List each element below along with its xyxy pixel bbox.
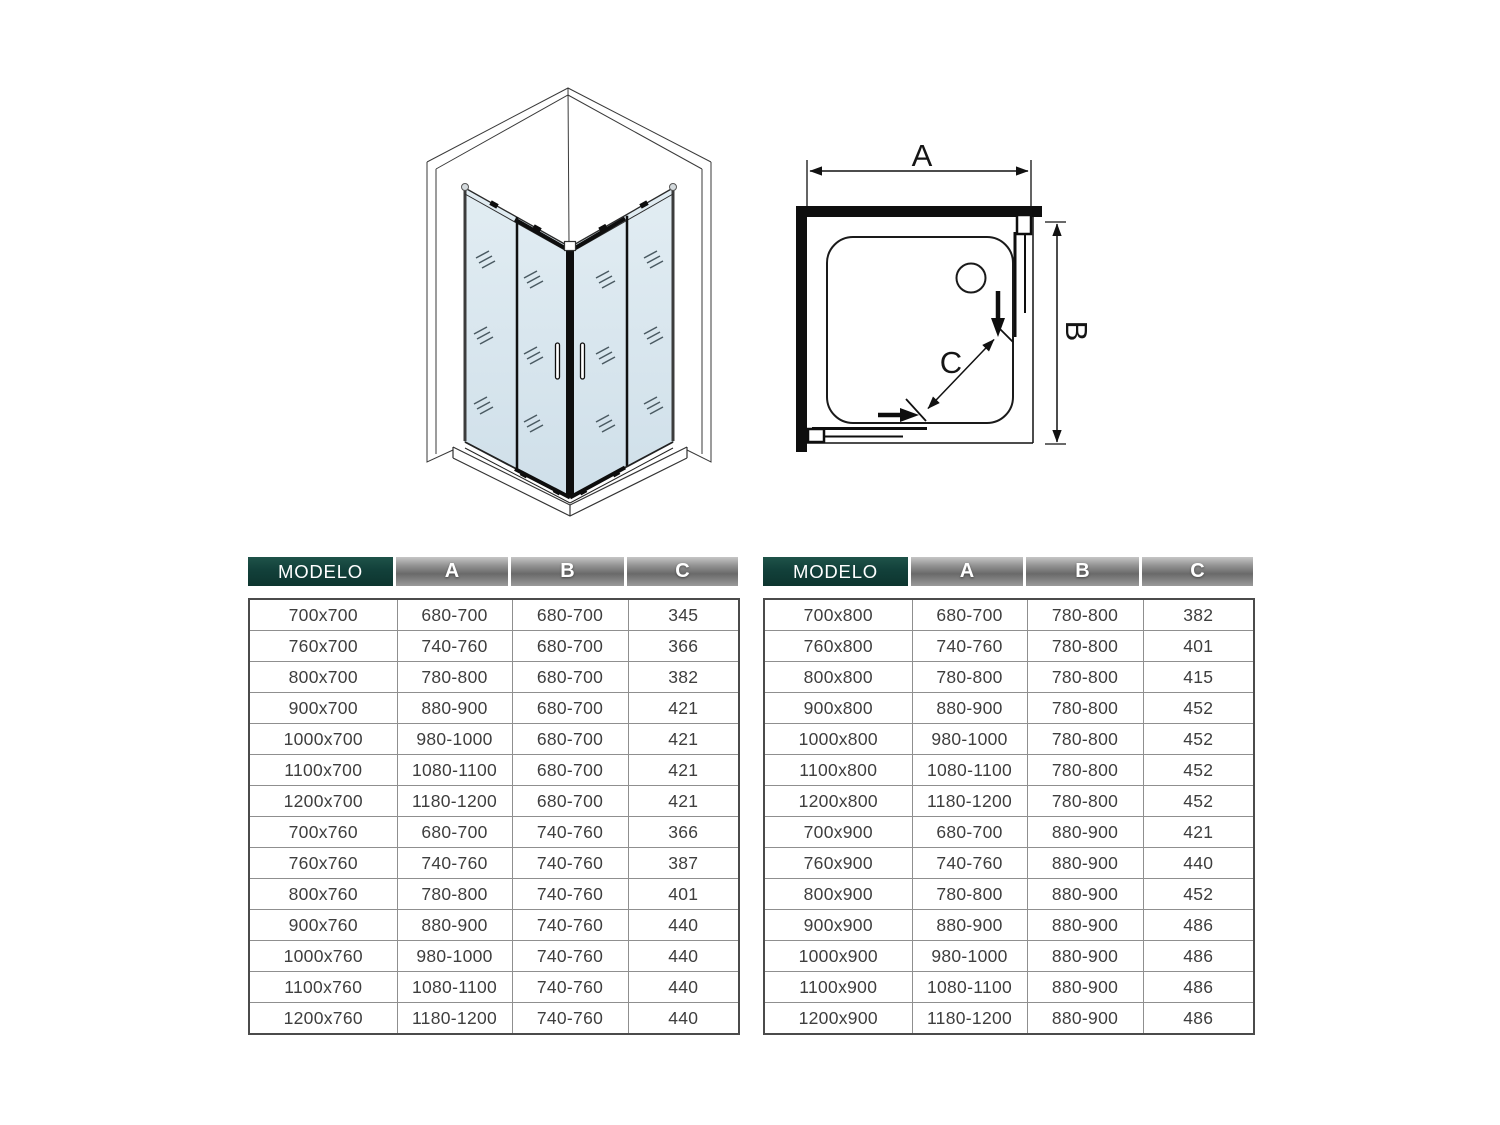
dim-a-cell: 680-700 bbox=[397, 599, 512, 631]
spec-row bbox=[249, 941, 739, 972]
dim-c-cell: 440 bbox=[1143, 848, 1254, 879]
enclosure-plan-diagram bbox=[780, 120, 1120, 480]
model-cell: 1200x700 bbox=[249, 786, 397, 817]
dim-b-cell: 780-800 bbox=[1027, 724, 1143, 755]
dim-b-cell: 740-760 bbox=[512, 972, 628, 1003]
model-cell: 700x900 bbox=[764, 817, 912, 848]
dim-b-cell: 780-800 bbox=[1027, 599, 1143, 631]
spec-row bbox=[764, 662, 1254, 693]
corner-post bbox=[566, 250, 574, 497]
column-header-b: B bbox=[511, 557, 627, 586]
column-header-a: A bbox=[396, 557, 511, 586]
dim-c-cell: 401 bbox=[1143, 631, 1254, 662]
spec-table-body bbox=[763, 598, 1255, 1035]
dim-c-label: C bbox=[939, 345, 963, 380]
dim-c-cell: 486 bbox=[1143, 1003, 1254, 1035]
dim-b-cell: 740-760 bbox=[512, 879, 628, 910]
spec-row bbox=[764, 910, 1254, 941]
dim-a-cell: 740-760 bbox=[397, 631, 512, 662]
model-cell: 1200x800 bbox=[764, 786, 912, 817]
dim-c-cell: 452 bbox=[1143, 786, 1254, 817]
door-handle-right bbox=[581, 343, 585, 379]
dim-c-cell: 421 bbox=[628, 693, 739, 724]
dim-a-cell: 1080-1100 bbox=[912, 755, 1027, 786]
dim-b-cell: 740-760 bbox=[512, 817, 628, 848]
dim-a-cell: 1080-1100 bbox=[912, 972, 1027, 1003]
spec-row bbox=[764, 724, 1254, 755]
model-cell: 1000x760 bbox=[249, 941, 397, 972]
dim-b-cell: 740-760 bbox=[512, 848, 628, 879]
spec-table-header bbox=[248, 557, 738, 586]
dim-b-cell: 880-900 bbox=[1027, 972, 1143, 1003]
corner-cap bbox=[670, 184, 677, 191]
spec-row bbox=[764, 755, 1254, 786]
model-cell: 700x760 bbox=[249, 817, 397, 848]
column-header-a: A bbox=[911, 557, 1026, 586]
model-cell: 760x800 bbox=[764, 631, 912, 662]
model-cell: 900x800 bbox=[764, 693, 912, 724]
size-table-right bbox=[763, 557, 1253, 1035]
dim-c-cell: 387 bbox=[628, 848, 739, 879]
dim-a-label: A bbox=[911, 138, 933, 173]
spec-row bbox=[249, 817, 739, 848]
dim-a-cell: 780-800 bbox=[397, 879, 512, 910]
column-header-b: B bbox=[1026, 557, 1142, 586]
dim-c-cell: 452 bbox=[1143, 755, 1254, 786]
plan-wall-profile-top bbox=[1017, 215, 1031, 234]
spec-row bbox=[764, 786, 1254, 817]
dim-c-cell: 452 bbox=[1143, 693, 1254, 724]
dim-a-cell: 980-1000 bbox=[397, 941, 512, 972]
dim-c-cell: 421 bbox=[1143, 817, 1254, 848]
dim-b-cell: 880-900 bbox=[1027, 817, 1143, 848]
model-cell: 800x900 bbox=[764, 879, 912, 910]
model-cell: 900x900 bbox=[764, 910, 912, 941]
model-cell: 800x760 bbox=[249, 879, 397, 910]
model-cell: 900x700 bbox=[249, 693, 397, 724]
model-cell: 1100x700 bbox=[249, 755, 397, 786]
corner-connector bbox=[565, 242, 576, 251]
dim-a-cell: 1180-1200 bbox=[912, 1003, 1027, 1035]
dim-a-cell: 1180-1200 bbox=[912, 786, 1027, 817]
door-handle-left bbox=[556, 343, 560, 379]
spec-row bbox=[249, 848, 739, 879]
column-header-modelo: MODELO bbox=[248, 557, 396, 586]
dim-c-cell: 401 bbox=[628, 879, 739, 910]
model-cell: 760x700 bbox=[249, 631, 397, 662]
model-cell: 1000x900 bbox=[764, 941, 912, 972]
dim-a-cell: 1180-1200 bbox=[397, 786, 512, 817]
dim-a-cell: 880-900 bbox=[912, 693, 1027, 724]
dim-b-cell: 780-800 bbox=[1027, 755, 1143, 786]
dim-b-cell: 740-760 bbox=[512, 941, 628, 972]
column-header-c: C bbox=[627, 557, 738, 586]
plan-drain-circle bbox=[957, 264, 986, 293]
dim-b-cell: 740-760 bbox=[512, 910, 628, 941]
dim-b-cell: 680-700 bbox=[512, 755, 628, 786]
dim-c-cell: 366 bbox=[628, 817, 739, 848]
dim-a-cell: 980-1000 bbox=[912, 724, 1027, 755]
dim-b-cell: 880-900 bbox=[1027, 1003, 1143, 1035]
dim-b-cell: 780-800 bbox=[1027, 693, 1143, 724]
model-cell: 1200x760 bbox=[249, 1003, 397, 1035]
spec-row bbox=[764, 1003, 1254, 1035]
dim-c-cell: 440 bbox=[628, 941, 739, 972]
column-header-modelo: MODELO bbox=[763, 557, 911, 586]
spec-row bbox=[764, 693, 1254, 724]
dim-c-cell: 415 bbox=[1143, 662, 1254, 693]
spec-row bbox=[764, 848, 1254, 879]
dim-b-cell: 680-700 bbox=[512, 786, 628, 817]
dim-a-cell: 1180-1200 bbox=[397, 1003, 512, 1035]
dim-b-cell: 880-900 bbox=[1027, 848, 1143, 879]
dim-b-cell: 680-700 bbox=[512, 631, 628, 662]
spec-row bbox=[764, 817, 1254, 848]
dim-c-cell: 440 bbox=[628, 1003, 739, 1035]
spec-row bbox=[249, 1003, 739, 1035]
spec-row bbox=[249, 879, 739, 910]
dim-c-cell: 452 bbox=[1143, 879, 1254, 910]
model-cell: 1200x900 bbox=[764, 1003, 912, 1035]
spec-row bbox=[764, 941, 1254, 972]
spec-row bbox=[249, 755, 739, 786]
dim-c-cell: 486 bbox=[1143, 972, 1254, 1003]
dim-c-cell: 345 bbox=[628, 599, 739, 631]
dim-a-cell: 740-760 bbox=[912, 848, 1027, 879]
dim-b-cell: 780-800 bbox=[1027, 786, 1143, 817]
dim-c-cell: 452 bbox=[1143, 724, 1254, 755]
corner-cap bbox=[462, 184, 469, 191]
dim-a-cell: 980-1000 bbox=[397, 724, 512, 755]
model-cell: 1100x800 bbox=[764, 755, 912, 786]
spec-row bbox=[249, 631, 739, 662]
spec-row bbox=[249, 662, 739, 693]
dim-a-cell: 780-800 bbox=[912, 662, 1027, 693]
spec-row bbox=[249, 599, 739, 631]
model-cell: 700x800 bbox=[764, 599, 912, 631]
enclosure-3d-diagram bbox=[420, 80, 730, 530]
dim-a-cell: 680-700 bbox=[912, 599, 1027, 631]
plan-tray bbox=[827, 237, 1013, 423]
dim-a-cell: 880-900 bbox=[397, 693, 512, 724]
spec-row bbox=[249, 693, 739, 724]
spec-row bbox=[764, 599, 1254, 631]
dim-a-cell: 740-760 bbox=[397, 848, 512, 879]
dim-c-cell: 440 bbox=[628, 910, 739, 941]
spec-row bbox=[764, 972, 1254, 1003]
dim-b-label: B bbox=[1059, 320, 1094, 342]
spec-row bbox=[249, 724, 739, 755]
dim-b-cell: 740-760 bbox=[512, 1003, 628, 1035]
dim-b-cell: 680-700 bbox=[512, 693, 628, 724]
plan-wall-profile-left bbox=[808, 429, 824, 442]
spec-row bbox=[764, 879, 1254, 910]
size-table-left bbox=[248, 557, 738, 1035]
dim-c-cell: 440 bbox=[628, 972, 739, 1003]
dim-b-cell: 880-900 bbox=[1027, 941, 1143, 972]
dim-a-cell: 680-700 bbox=[397, 817, 512, 848]
dim-c-cell: 421 bbox=[628, 724, 739, 755]
dim-b-cell: 780-800 bbox=[1027, 662, 1143, 693]
dim-a-cell: 1080-1100 bbox=[397, 755, 512, 786]
dim-a-cell: 740-760 bbox=[912, 631, 1027, 662]
dim-c-cell: 382 bbox=[1143, 599, 1254, 631]
model-cell: 900x760 bbox=[249, 910, 397, 941]
dim-a-cell: 1080-1100 bbox=[397, 972, 512, 1003]
dim-c-cell: 366 bbox=[628, 631, 739, 662]
dim-a-cell: 780-800 bbox=[397, 662, 512, 693]
dim-b-cell: 680-700 bbox=[512, 662, 628, 693]
dim-b-cell: 880-900 bbox=[1027, 910, 1143, 941]
dim-c-cell: 486 bbox=[1143, 910, 1254, 941]
dim-a-cell: 980-1000 bbox=[912, 941, 1027, 972]
dim-c-cell: 382 bbox=[628, 662, 739, 693]
dim-b-cell: 680-700 bbox=[512, 724, 628, 755]
spec-row bbox=[764, 631, 1254, 662]
spec-row bbox=[249, 972, 739, 1003]
dim-c-cell: 421 bbox=[628, 786, 739, 817]
spec-row bbox=[249, 786, 739, 817]
model-cell: 1000x800 bbox=[764, 724, 912, 755]
spec-table-body bbox=[248, 598, 740, 1035]
dim-a-cell: 680-700 bbox=[912, 817, 1027, 848]
model-cell: 1000x700 bbox=[249, 724, 397, 755]
dim-b-cell: 780-800 bbox=[1027, 631, 1143, 662]
dim-c-cell: 486 bbox=[1143, 941, 1254, 972]
model-cell: 1100x760 bbox=[249, 972, 397, 1003]
spec-row bbox=[249, 910, 739, 941]
dim-c-cell: 421 bbox=[628, 755, 739, 786]
spec-table-header bbox=[763, 557, 1253, 586]
model-cell: 1100x900 bbox=[764, 972, 912, 1003]
model-cell: 800x700 bbox=[249, 662, 397, 693]
model-cell: 760x760 bbox=[249, 848, 397, 879]
dim-b-cell: 680-700 bbox=[512, 599, 628, 631]
dim-b-cell: 880-900 bbox=[1027, 879, 1143, 910]
model-cell: 760x900 bbox=[764, 848, 912, 879]
model-cell: 700x700 bbox=[249, 599, 397, 631]
model-cell: 800x800 bbox=[764, 662, 912, 693]
column-header-c: C bbox=[1142, 557, 1253, 586]
dim-a-cell: 780-800 bbox=[912, 879, 1027, 910]
dim-a-cell: 880-900 bbox=[397, 910, 512, 941]
dim-a-cell: 880-900 bbox=[912, 910, 1027, 941]
